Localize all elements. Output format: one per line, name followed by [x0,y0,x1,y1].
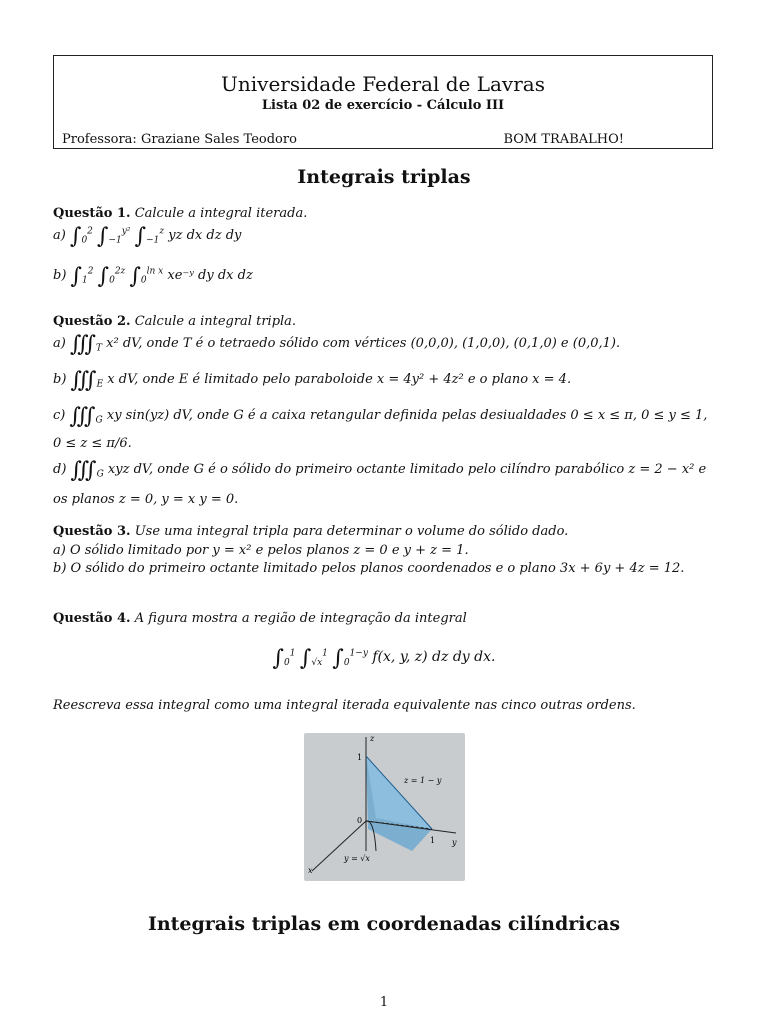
origin-label: 0 [357,816,363,825]
q2-c-text: xy sin(yz) dV, onde G é a caixa retangular definida pelas desiualdades 0 ≤ x ≤ π, 0 ≤ y ≤ 1, [106,408,708,423]
q1-a-label: a) [53,228,66,243]
q2-item-c: c) $∭_G$ xy sin(yz) dV, onde G é a caixa retangular definida pelas desiualdades 0 ≤ x ≤ π, 0 ≤ y ≤ 1, [53,404,708,429]
q1-b-label: b) [53,268,67,283]
list-title: Lista 02 de exercício - Cálculo III [261,98,505,113]
q2-item-b: b) $∭_E$ x dV, onde E é limitado pelo paraboloide x = 4y² + 4z² e o plano x = 4. [53,368,572,393]
q3-label: Questão 3. [53,524,131,539]
q1-header [53,206,307,221]
page-number: 1 [379,995,389,1010]
q1-item-b: b) $\int_1^2$ $\int_0^{2z}$ $\int_0^{ln x}$ xe⁻ʸ dy dx dz [53,264,253,289]
z-axis-label: z [370,734,375,743]
q2-label: Questão 2. [53,314,131,329]
q1-b-expr: xe⁻ʸ dy dx dz [167,268,253,283]
q4-prompt: A figura mostra a região de integração da integral [134,611,467,626]
q3-prompt: Use uma integral tripla para determinar o volume do sólido dado. [134,524,569,539]
section-title-cylindrical: Integrais triplas em coordenadas cilíndricas [147,913,621,935]
q4-integrand: f(x, y, z) dz dy dx. [372,649,496,665]
q3-header [53,524,568,539]
q2-item-d: d) $∭_G$ xyz dV, onde G é o sólido do primeiro octante limitado pelo cilíndro parabólico z = 2 − x² e [53,458,707,483]
q2-header [53,314,296,329]
q2-a-label: a) [53,336,66,351]
q3-item-a: a) O sólido limitado por y = x² e pelos planos z = 0 e y + z = 1. [53,543,469,558]
q2-b-text: x dV, onde E é limitado pelo paraboloide x = 4y² + 4z² e o plano x = 4. [107,372,572,387]
q2-d-text: xyz dV, onde G é o sólido do primeiro octante limitado pelo cilíndro parabólico z = 2 − x² e [107,462,707,477]
q1-prompt: Calcule a integral iterada. [134,206,308,221]
q2-d-label: d) [53,462,67,477]
q4-rewrite-text: Reescreva essa integral como uma integral iterada equivalente nas cinco outras ordens. [53,698,636,713]
q2-item-a: a) $∭_T$ x² dV, onde T é o tetraedo sólido com vértices (0,0,0), (1,0,0), (0,1,0) e (0,0,1). [53,332,621,357]
greeting: BOM TRABALHO! [503,132,624,147]
q2-c-label: c) [53,408,66,423]
q2-d-continuation: os planos z = 0, y = x y = 0. [53,492,239,507]
y-one-label: 1 [430,836,436,845]
region-diagram [304,733,465,881]
q4-label: Questão 4. [53,611,131,626]
q4-header [53,611,467,626]
q2-prompt: Calcule a integral tripla. [134,314,297,329]
plane-label: z = 1 − y [404,776,442,785]
university-name: Universidade Federal de Lavras [221,72,545,96]
x-axis-label: x [308,866,313,875]
q1-a-expr: yz dx dz dy [168,228,242,243]
header-box [53,55,713,149]
curve-label: y = √x [344,854,370,863]
x-axis-line [312,821,366,871]
q2-b-label: b) [53,372,67,387]
y-axis-label: y [452,838,457,847]
q2-c-continuation: 0 ≤ z ≤ π/6. [53,436,132,451]
z-one-label: 1 [357,753,363,762]
q1-item-a: a) $\int_0^2$ $\int_{-1}^{y^2}$ $\int_{-1}^z$ yz dx dz dy [53,224,242,249]
q2-a-text: x² dV, onde T é o tetraedo sólido com vértices (0,0,0), (1,0,0), (0,1,0) e (0,0,1). [106,336,621,351]
q4-integral: $\int_0^1$ $\int_{√x}^1$ $\int_0^{1-y}$ f(x, y, z) dz dy dx. [272,646,496,671]
q1-label: Questão 1. [53,206,131,221]
professor-name: Professora: Graziane Sales Teodoro [62,132,297,147]
section-title-triple-integrals: Integrais triplas [297,166,471,188]
integration-region-figure [304,733,465,881]
q3-item-b: b) O sólido do primeiro octante limitado pelos planos coordenados e o plano 3x + 6y + 4z = 12. [53,561,685,576]
